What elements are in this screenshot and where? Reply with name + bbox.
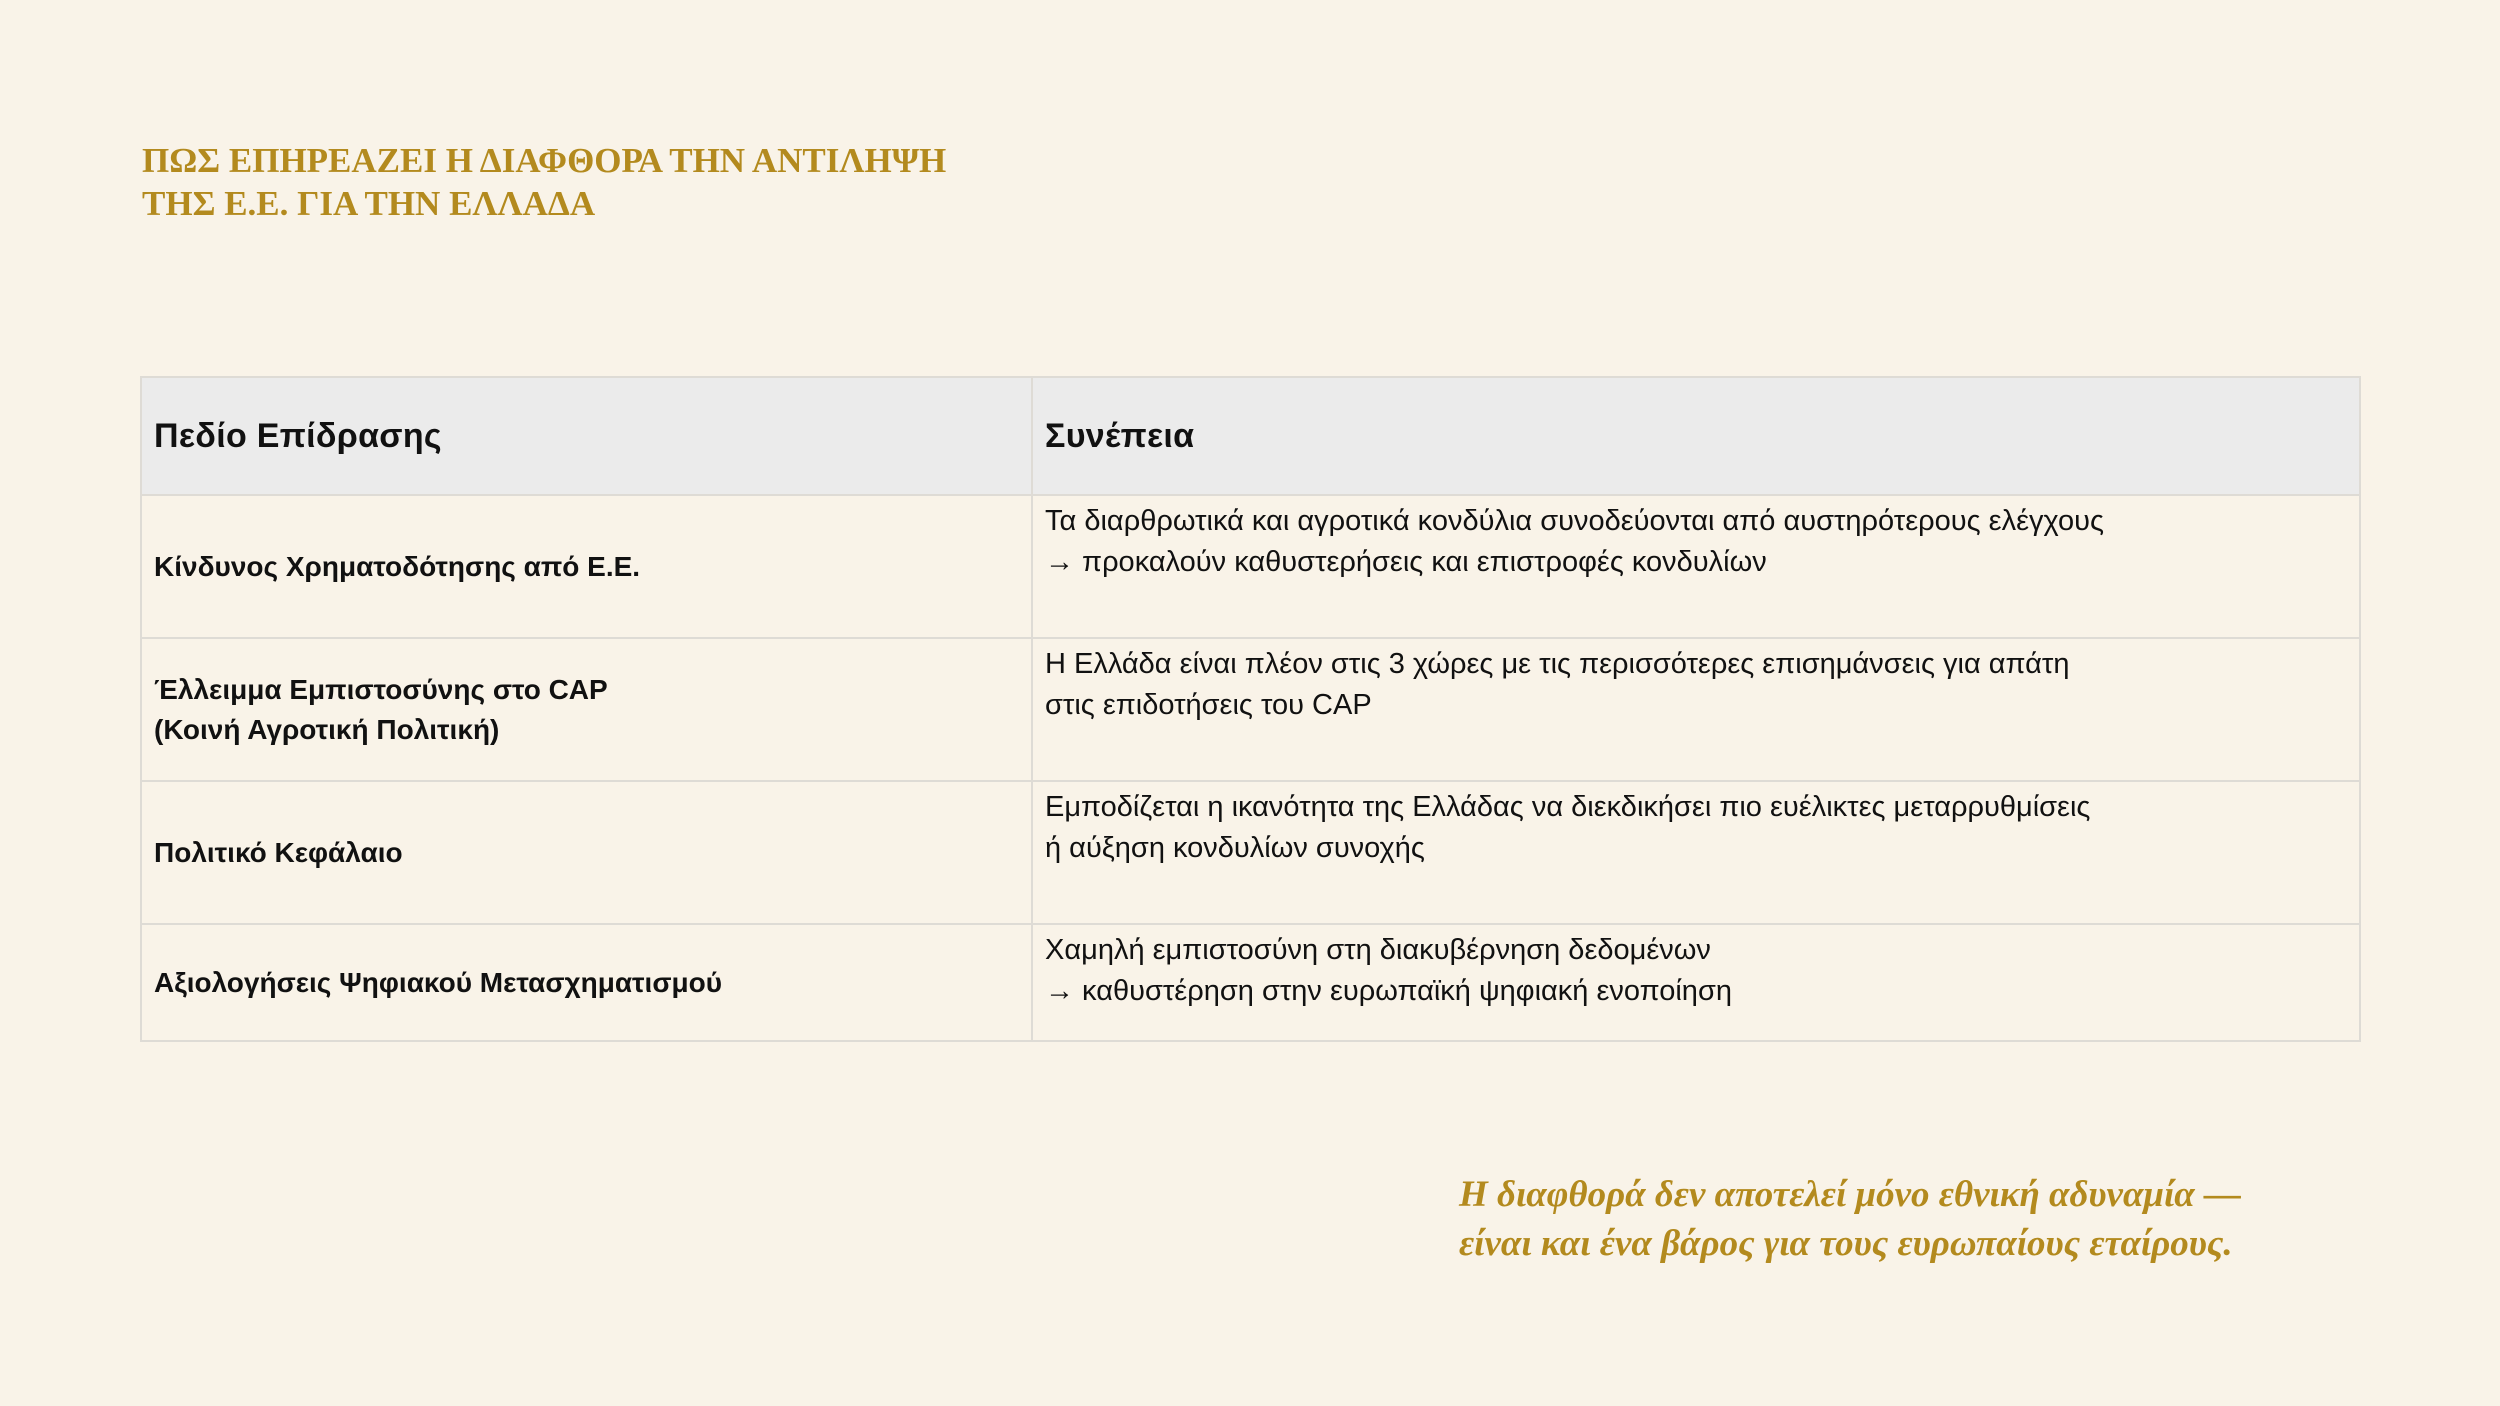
table-row — [141, 495, 2360, 638]
header-field: Πεδίο Επίδρασης — [141, 377, 1032, 495]
consequence-line: Η Ελλάδα είναι πλέον στις 3 χώρες με τις περισσότερες επισημάνσεις για απάτη — [1045, 648, 2070, 680]
table-row — [141, 638, 2360, 781]
field-line: (Κοινή Αγροτική Πολιτική) — [154, 713, 500, 745]
quote-line: είναι και ένα βάρος για τους ευρωπαίους εταίρους. — [1459, 1223, 2233, 1264]
table-row — [141, 781, 2360, 924]
header-consequence: Συνέπεια — [1032, 377, 2360, 495]
consequence-cell — [1032, 781, 2360, 924]
title-line: ΠΩΣ ΕΠΗΡΕΑΖΕΙ Η ΔΙΑΦΘΟΡΑ ΤΗΝ ΑΝΤΙΛΗΨΗ — [142, 141, 947, 180]
consequence-line: Τα διαρθρωτικά και αγροτικά κονδύλια συνοδεύονται από αυστηρότερους ελέγχους — [1045, 505, 2104, 537]
closing-quote — [1459, 1170, 2241, 1268]
field-line: Κίνδυνος Χρηματοδότησης από Ε.Ε. — [154, 550, 641, 582]
consequence-line: ή αύξηση κονδυλίων συνοχής — [1045, 832, 1425, 864]
title-line: ΤΗΣ Ε.Ε. ΓΙΑ ΤΗΝ ΕΛΛΑΔΑ — [142, 184, 596, 223]
field-cell — [141, 781, 1032, 924]
table-row — [141, 924, 2360, 1041]
field-line: Πολιτικό Κεφάλαιο — [154, 836, 403, 868]
field-cell — [141, 495, 1032, 638]
impact-table — [140, 376, 2361, 1042]
quote-line: Η διαφθορά δεν αποτελεί μόνο εθνική αδυναμία — — [1459, 1174, 2242, 1215]
consequence-line: → καθυστέρηση στην ευρωπαϊκή ψηφιακή ενοποίηση — [1045, 975, 1732, 1007]
field-line: Έλλειμμα Εμπιστοσύνης στο CAP — [154, 673, 608, 705]
header-row — [141, 377, 2360, 495]
consequence-line: Χαμηλή εμπιστοσύνη στη διακυβέρνηση δεδομένων — [1045, 934, 1711, 966]
slide-title — [142, 139, 946, 225]
consequence-cell — [1032, 638, 2360, 781]
table-body — [141, 495, 2360, 1041]
consequence-line: Εμποδίζεται η ικανότητα της Ελλάδας να διεκδικήσει πιο ευέλικτες μεταρρυθμίσεις — [1045, 791, 2091, 823]
consequence-cell — [1032, 924, 2360, 1041]
consequence-line: στις επιδοτήσεις του CAP — [1045, 689, 1372, 721]
field-line: Αξιολογήσεις Ψηφιακού Μετασχηματισμού — [154, 966, 723, 998]
consequence-line: → προκαλούν καθυστερήσεις και επιστροφές κονδυλίων — [1045, 546, 1767, 578]
field-cell — [141, 638, 1032, 781]
field-cell — [141, 924, 1032, 1041]
consequence-cell — [1032, 495, 2360, 638]
table-header — [141, 377, 2360, 495]
